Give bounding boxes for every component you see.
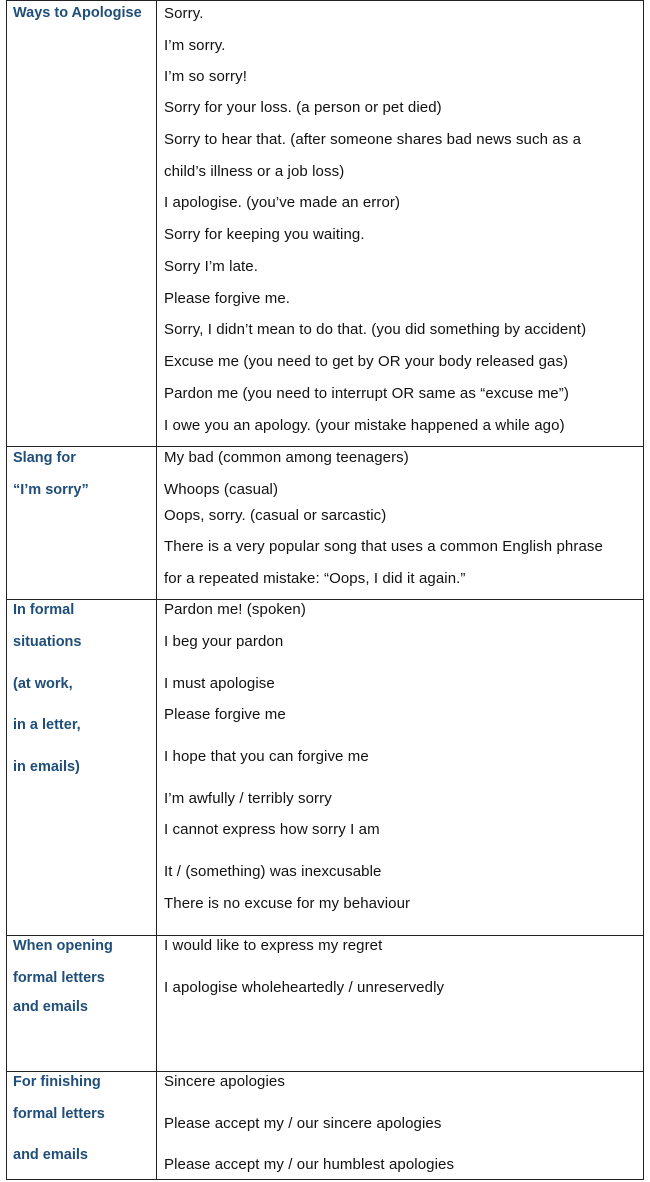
category-label: In formal	[13, 602, 75, 618]
phrase: Please forgive me.	[164, 290, 291, 307]
phrase: I owe you an apology. (your mistake happened a while ago)	[164, 417, 565, 434]
phrase: I apologise wholeheartedly / unreservedly	[164, 979, 445, 996]
phrase: Sorry to hear that. (after someone shares bad news such as a	[164, 131, 582, 148]
category-label: Slang for	[13, 450, 76, 466]
category-label: (at work,	[13, 676, 73, 692]
phrase: I must apologise	[164, 675, 275, 692]
apology-phrases-table	[6, 0, 644, 1180]
phrase: Please forgive me	[164, 706, 286, 723]
phrase: Sincere apologies	[164, 1073, 285, 1090]
phrase: I hope that you can forgive me	[164, 748, 369, 765]
column-divider	[156, 1, 157, 446]
category-label: formal letters	[13, 1106, 105, 1122]
phrase: Please accept my / our sincere apologies	[164, 1115, 442, 1132]
column-divider	[156, 1072, 157, 1180]
column-divider	[156, 600, 157, 935]
phrase: Pardon me (you need to interrupt OR same as “excuse me”)	[164, 385, 569, 402]
phrase: Sorry, I didn’t mean to do that. (you did something by accident)	[164, 321, 587, 338]
category-label: and emails	[13, 999, 88, 1015]
category-label: in a letter,	[13, 717, 81, 733]
category-label: in emails)	[13, 759, 80, 775]
phrase: Sorry for your loss. (a person or pet died)	[164, 99, 442, 116]
phrase: There is a very popular song that uses a common English phrase	[164, 538, 603, 555]
table-row-formal-situations	[7, 600, 643, 936]
phrase: Whoops (casual)	[164, 481, 279, 498]
phrase: Sorry for keeping you waiting.	[164, 226, 365, 243]
column-divider	[156, 447, 157, 599]
phrase: I cannot express how sorry I am	[164, 821, 380, 838]
category-label: For finishing	[13, 1074, 101, 1090]
phrase: I’m awfully / terribly sorry	[164, 790, 332, 807]
phrase: I apologise. (you’ve made an error)	[164, 194, 401, 211]
category-label: “I’m sorry”	[13, 482, 89, 498]
phrase: I would like to express my regret	[164, 937, 383, 954]
phrase: Pardon me! (spoken)	[164, 601, 306, 618]
phrase: My bad (common among teenagers)	[164, 449, 409, 466]
column-divider	[156, 936, 157, 1071]
category-label: When opening	[13, 938, 113, 954]
phrase: I beg your pardon	[164, 633, 284, 650]
table-row-finishing-letters	[7, 1072, 643, 1180]
phrase: It / (something) was inexcusable	[164, 863, 382, 880]
category-label: and emails	[13, 1147, 88, 1163]
phrase: Excuse me (you need to get by OR your body released gas)	[164, 353, 569, 370]
phrase: I’m sorry.	[164, 37, 226, 54]
phrase: Please accept my / our humblest apologies	[164, 1156, 455, 1173]
table-row-opening-letters	[7, 936, 643, 1072]
phrase: child’s illness or a job loss)	[164, 163, 345, 180]
category-label: Ways to Apologise	[13, 5, 142, 21]
category-label: situations	[13, 634, 82, 650]
table-row-ways-to-apologise	[7, 1, 643, 447]
phrase: I’m so sorry!	[164, 68, 247, 85]
phrase: Sorry I’m late.	[164, 258, 259, 275]
table-row-slang	[7, 447, 643, 600]
phrase: Sorry.	[164, 5, 204, 22]
phrase: Oops, sorry. (casual or sarcastic)	[164, 507, 387, 524]
phrase: for a repeated mistake: “Oops, I did it again.”	[164, 570, 466, 587]
category-label: formal letters	[13, 970, 105, 986]
phrase: There is no excuse for my behaviour	[164, 895, 411, 912]
